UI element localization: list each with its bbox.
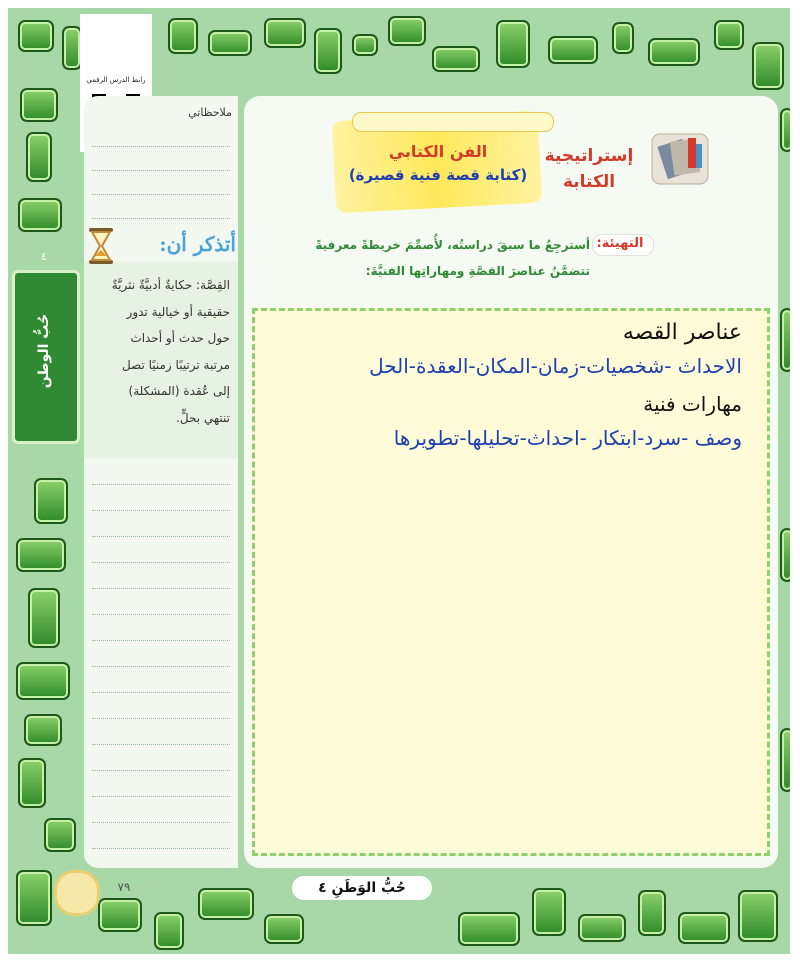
page-number: ٧٩: [117, 880, 131, 894]
unit-side-label: حُبُّ الوطن: [36, 313, 52, 389]
decor-tile: [18, 758, 46, 808]
note-line[interactable]: [92, 562, 230, 563]
note-line[interactable]: [92, 170, 230, 171]
qr-label: رابط الدرس الرقمي: [86, 76, 146, 84]
remember-line: مرتبة ترتيبًا زمنيًا تصل: [121, 357, 230, 372]
strategy-line2: الكتابة: [562, 172, 616, 192]
decor-tile: [16, 870, 52, 926]
remember-line: تنتهي بحلٍّ.: [176, 410, 230, 425]
note-line[interactable]: [92, 822, 230, 823]
note-line[interactable]: [92, 536, 230, 537]
decor-tile: [458, 912, 520, 946]
decor-tile: [548, 36, 598, 64]
remember-line: حول حدث أو أحداث: [130, 331, 230, 345]
decor-tile: [28, 588, 60, 648]
decor-tile: [738, 890, 778, 942]
decor-tile: [780, 728, 790, 792]
unit-side-tab: [12, 270, 80, 444]
decor-tile: [780, 108, 790, 152]
answer-line1[interactable]: عناصر القصه: [622, 320, 742, 345]
remember-title: أتذكر أن:: [159, 232, 236, 256]
warmup-line2: تتضمَّنُ عناصرَ القصَّةِ ومهاراتِها الفنيَّةَ:: [365, 264, 590, 278]
decor-tile: [98, 898, 142, 932]
note-line[interactable]: [92, 510, 230, 511]
remember-line: إلى عُقدة (المشكلة): [128, 384, 230, 398]
books-icon: [648, 128, 712, 190]
warmup-label: التهيئة:: [596, 236, 644, 251]
decor-tile: [578, 914, 626, 942]
notes-title: ملاحظاتي: [188, 106, 232, 119]
warmup-line1: أسترجِعُ ما سبقَ دراستُه، لأُصمِّمَ خريطةً معرفيةً: [315, 238, 590, 252]
answer-line4[interactable]: وصف -سرد-ابتكار -احداث-تحليلها-تطويرها: [393, 426, 742, 450]
answer-line3[interactable]: مهارات فنية: [643, 392, 742, 416]
decor-tile: [26, 132, 52, 182]
decor-tile: [18, 20, 54, 52]
decor-tile: [752, 42, 784, 90]
scroll-title: الفن الكتابي: [388, 142, 488, 161]
notes-panel: [84, 96, 238, 868]
page-number-badge: [54, 870, 100, 916]
note-line[interactable]: [92, 640, 230, 641]
decor-tile: [638, 890, 666, 936]
note-line[interactable]: [92, 588, 230, 589]
decor-tile: [16, 662, 70, 700]
decor-tile: [780, 528, 790, 582]
decor-tile: [16, 538, 66, 572]
note-line[interactable]: [92, 146, 230, 147]
decor-tile: [44, 818, 76, 852]
answer-line2[interactable]: الاحداث -شخصيات-زمان-المكان-العقدة-الحل: [369, 354, 742, 378]
decor-tile: [34, 478, 68, 524]
scroll-top-roll: [352, 112, 554, 132]
note-line[interactable]: [92, 848, 230, 849]
decor-tile: [532, 888, 566, 936]
unit-side-number: ٤: [41, 250, 47, 263]
decor-tile: [678, 912, 730, 944]
note-line[interactable]: [92, 770, 230, 771]
decor-tile: [648, 38, 700, 66]
decor-tile: [496, 20, 530, 68]
note-line[interactable]: [92, 614, 230, 615]
decor-tile: [352, 34, 378, 56]
note-line[interactable]: [92, 692, 230, 693]
decor-tile: [24, 714, 62, 746]
note-line[interactable]: [92, 484, 230, 485]
decor-tile: [780, 308, 790, 372]
decor-tile: [18, 198, 62, 232]
remember-line: حقيقية أو خيالية تدور: [126, 304, 230, 319]
note-line[interactable]: [92, 796, 230, 797]
decor-tile: [264, 18, 306, 48]
decor-tile: [154, 912, 184, 950]
footer-unit: حُبُّ الوَطَنِ ٤: [318, 880, 406, 896]
decor-tile: [208, 30, 252, 56]
remember-text: [90, 272, 230, 431]
strategy-line1: إستراتيجية: [544, 146, 634, 166]
hourglass-icon: [86, 226, 116, 266]
answer-box[interactable]: [252, 308, 770, 856]
note-line[interactable]: [92, 218, 230, 219]
decor-tile: [168, 18, 198, 54]
decor-tile: [432, 46, 480, 72]
decor-tile: [612, 22, 634, 54]
decor-tile: [714, 20, 744, 50]
decor-tile: [62, 26, 82, 70]
note-line[interactable]: [92, 666, 230, 667]
note-line[interactable]: [92, 194, 230, 195]
remember-line: القِصَّة: حكايةٌ أدبيَّةٌ نثريَّةٌ: [111, 278, 230, 292]
note-line[interactable]: [92, 744, 230, 745]
decor-tile: [388, 16, 426, 46]
note-line[interactable]: [92, 718, 230, 719]
scroll-subtitle: (كتابة قصة فنية قصيرة): [348, 166, 528, 184]
decor-tile: [314, 28, 342, 74]
decor-tile: [198, 888, 254, 920]
decor-tile: [20, 88, 58, 122]
decor-tile: [264, 914, 304, 944]
